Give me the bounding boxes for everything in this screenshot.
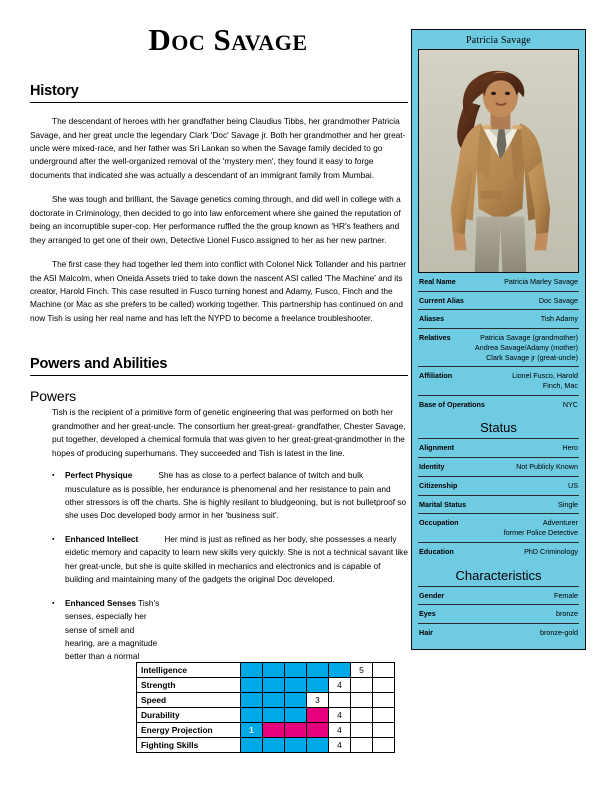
infobox-row-affiliation bbox=[418, 366, 579, 394]
stat-cell bbox=[285, 723, 307, 738]
infobox-section-heading-characteristics: Characteristics bbox=[455, 567, 542, 583]
infobox-status-rows bbox=[418, 438, 579, 560]
infobox-row-base-of-operations bbox=[418, 395, 579, 414]
stat-cell bbox=[263, 708, 285, 723]
stat-cell bbox=[351, 678, 373, 693]
stat-table-row bbox=[137, 663, 395, 678]
stat-table-row bbox=[137, 678, 395, 693]
stat-cell bbox=[329, 663, 351, 678]
power-bullet-enhanced-senses-block bbox=[30, 597, 408, 664]
power-term: Enhanced Intellect bbox=[65, 533, 139, 544]
stat-cell bbox=[263, 723, 285, 738]
stat-cell bbox=[373, 663, 395, 678]
power-description: Her mind is just as refined as her body, she possesses a nearly eidetic memory and capacity to learn new skills very quickly. She is not a technical savant like her great-uncle, but she is quite skilled in mechanics and electronics and is capable of building and maintaining many of the gadgets the original Doc developed. bbox=[65, 533, 408, 585]
infobox-value-line: bronze-gold bbox=[540, 627, 578, 637]
infobox-value bbox=[539, 296, 578, 306]
stat-cell bbox=[241, 678, 263, 693]
stat-label: Durability bbox=[137, 708, 241, 723]
infobox-key: Aliases bbox=[419, 314, 445, 324]
infobox-value bbox=[475, 333, 578, 362]
stat-label: Energy Projection bbox=[137, 723, 241, 738]
infobox-value bbox=[516, 462, 578, 472]
infobox-key: Real Name bbox=[419, 277, 456, 286]
stat-cell bbox=[263, 678, 285, 693]
infobox-status-row-alignment bbox=[418, 438, 579, 457]
subsection-heading-powers: Powers bbox=[30, 388, 77, 405]
stat-cell bbox=[373, 723, 395, 738]
infobox-value: Patricia Marley Savage bbox=[504, 277, 578, 286]
infobox-key: Relatives bbox=[419, 333, 451, 343]
infobox-key: Marital Status bbox=[419, 499, 467, 509]
infobox-value-line: Female bbox=[554, 590, 578, 600]
bullet-dot-icon: ▪ bbox=[52, 599, 55, 607]
infobox-value-line: Hero bbox=[562, 443, 578, 453]
infobox-key: Affiliation bbox=[419, 371, 453, 381]
infobox-section-heading-status: Status bbox=[480, 420, 517, 436]
stat-cell bbox=[285, 663, 307, 678]
infobox-key: Eyes bbox=[419, 609, 436, 619]
power-description: Tish's senses, especially her sense of smell and hearing, are a magnitude better than a normal bbox=[65, 597, 160, 662]
stat-cell bbox=[241, 663, 263, 678]
stat-cell bbox=[285, 693, 307, 708]
stat-cell: 4 bbox=[329, 708, 351, 723]
stat-cell: 4 bbox=[329, 738, 351, 753]
infobox-characteristics-rows bbox=[418, 586, 579, 642]
infobox-row-current-alias bbox=[418, 291, 579, 310]
stat-cell bbox=[373, 738, 395, 753]
infobox-value bbox=[556, 609, 578, 619]
infobox-value bbox=[541, 314, 578, 324]
infobox-value-line: Lionel Fusco, Harold bbox=[512, 371, 578, 381]
stat-cell bbox=[307, 678, 329, 693]
infobox-value bbox=[558, 500, 578, 510]
powers-intro-text: Tish is the recipient of a primitive form of genetic engineering that was performed on both her grandmother and her great-uncle. The consortium her great-great- grandfather, Chester Savage, put together, developed a chemical formula that was given to her great-great-grandmother in the hopes of producing superhumans. They succeeded and Tish is latest in the line. bbox=[52, 407, 406, 458]
history-paragraph-1: The descendant of heroes with her grandfather being Claudius Tibbs, her grandmother Patricia Savage, and her great uncle the legendary Clark 'Doc' Savage jr. Both her grandmother and her great-uncle were mixed-race, and her father was Sri Lankan so when the Savage family decided to go underground after the well-organized removal of the 'mystery men', they found it easy to forge documents that indicated she was actually a descendant of an immigrant family from Mumbai. bbox=[30, 116, 406, 180]
infobox-key: Identity bbox=[419, 462, 445, 472]
infobox-value bbox=[504, 518, 578, 537]
power-term: Perfect Physique bbox=[65, 470, 133, 481]
infobox-value-line: PhD Criminology bbox=[524, 546, 578, 556]
bullet-dot-icon: ▪ bbox=[52, 535, 55, 543]
infobox-primary-rows bbox=[418, 291, 579, 414]
infobox-value-line: US bbox=[568, 480, 578, 490]
stat-cell: 4 bbox=[329, 678, 351, 693]
infobox-value bbox=[512, 371, 578, 390]
infobox-key: Hair bbox=[419, 627, 433, 637]
stat-cell bbox=[263, 693, 285, 708]
stat-table-body bbox=[137, 663, 395, 753]
infobox-value-line: Andrea Savage/Adamy (mother) bbox=[474, 342, 578, 352]
infobox-row-relatives bbox=[418, 328, 579, 366]
stat-cell bbox=[373, 678, 395, 693]
stat-cell bbox=[241, 693, 263, 708]
stat-cell: 5 bbox=[351, 663, 373, 678]
infobox-value bbox=[524, 547, 578, 557]
infobox-characteristic-row-eyes bbox=[418, 604, 579, 623]
infobox-key: Current Alias bbox=[419, 295, 464, 305]
stat-cell: 3 bbox=[307, 693, 329, 708]
stat-label: Intelligence bbox=[137, 663, 241, 678]
stat-cell bbox=[307, 723, 329, 738]
infobox-key: Education bbox=[419, 546, 454, 556]
infobox-status-row-citizenship bbox=[418, 476, 579, 495]
stat-cell bbox=[285, 738, 307, 753]
infobox-status-row-marital-status bbox=[418, 495, 579, 514]
stat-rating-table bbox=[136, 662, 395, 753]
portrait-illustration-icon bbox=[419, 50, 578, 272]
infobox-value bbox=[562, 443, 578, 453]
stat-cell bbox=[307, 738, 329, 753]
stat-cell: 4 bbox=[329, 723, 351, 738]
stat-table-row bbox=[137, 738, 395, 753]
stat-label: Fighting Skills bbox=[137, 738, 241, 753]
power-bullet-enhanced-senses bbox=[30, 597, 164, 664]
stat-cell bbox=[351, 708, 373, 723]
infobox-value bbox=[554, 591, 578, 601]
infobox-characteristic-row-gender bbox=[418, 586, 579, 605]
infobox-title: Patricia Savage bbox=[466, 35, 531, 46]
infobox-value bbox=[568, 481, 578, 491]
infobox-value-line: Single bbox=[558, 499, 578, 509]
stat-cell bbox=[241, 738, 263, 753]
infobox-value-line: former Police Detective bbox=[503, 528, 578, 538]
infobox-value-line: Doc Savage bbox=[538, 295, 578, 305]
infobox-key: Occupation bbox=[419, 518, 459, 528]
history-paragraph-3: The first case they had together led them into conflict with Colonel Nick Tollander and his partner the ASI Malcolm, when Oneida Assets tried to take down the nascent ASI called 'The Machine' and its creator, Harold Finch. This case resulted in Fusco turning honest and Adamy, Fusco, Finch and the Machine (or Mac as she prefers to be called) working together. This partnership has continued on and now Tish is using her real name and has left the NYPD to become a freelance troubleshooter. bbox=[30, 259, 407, 323]
power-term: Enhanced Senses bbox=[65, 597, 137, 608]
stat-cell bbox=[285, 708, 307, 723]
character-infobox bbox=[411, 29, 586, 650]
infobox-value-line: NYC bbox=[562, 399, 578, 409]
stat-table-row bbox=[137, 708, 395, 723]
stat-cell bbox=[351, 693, 373, 708]
infobox-row-aliases bbox=[418, 309, 579, 328]
stat-label: Strength bbox=[137, 678, 241, 693]
page-title: Doc Savage bbox=[148, 22, 308, 57]
infobox-value-line: Not Publicly Known bbox=[516, 462, 578, 472]
stat-label: Speed bbox=[137, 693, 241, 708]
infobox-key: Base of Operations bbox=[419, 399, 485, 409]
stat-cell bbox=[263, 738, 285, 753]
power-bullet-perfect-physique bbox=[30, 469, 408, 523]
infobox-value-line: Adventurer bbox=[542, 518, 578, 528]
main-content-column bbox=[30, 22, 408, 664]
infobox-value-line: bronze bbox=[556, 609, 578, 619]
stat-cell bbox=[351, 738, 373, 753]
infobox-status-row-occupation bbox=[418, 513, 579, 541]
infobox-value bbox=[540, 628, 578, 638]
stat-table-row bbox=[137, 693, 395, 708]
section-heading-history: History bbox=[30, 82, 408, 103]
infobox-key: Alignment bbox=[419, 443, 455, 453]
stat-cell bbox=[351, 723, 373, 738]
section-heading-powers-and-abilities: Powers and Abilities bbox=[30, 355, 408, 376]
stat-cell bbox=[373, 693, 395, 708]
bullet-dot-icon: ▪ bbox=[52, 472, 55, 480]
infobox-characteristic-row-hair bbox=[418, 623, 579, 642]
infobox-value-line: Patricia Savage (grandmother) bbox=[480, 333, 578, 343]
stat-cell bbox=[307, 708, 329, 723]
infobox-value-line: Clark Savage jr (great-uncle) bbox=[486, 352, 578, 362]
stat-cell bbox=[285, 678, 307, 693]
power-description: She has as close to a perfect balance of twitch and bulk musculature as is possible, her endurance is phenomenal and her resistance to pain and other stressors is off the charts. She is highly resilant to bludgeoning, but is not bulletproof so she uses Doc developed body armor in her 'business suit'. bbox=[65, 470, 407, 521]
infobox-status-row-education bbox=[418, 542, 579, 561]
stat-cell bbox=[373, 708, 395, 723]
infobox-key: Gender bbox=[419, 590, 445, 600]
infobox-status-row-identity bbox=[418, 457, 579, 476]
stat-cell: 1 bbox=[241, 723, 263, 738]
stat-cell bbox=[263, 663, 285, 678]
infobox-value-line: Finch, Mac bbox=[542, 381, 578, 391]
infobox-row-real-name bbox=[418, 273, 579, 291]
infobox-value bbox=[563, 400, 578, 410]
stat-cell bbox=[329, 693, 351, 708]
stat-table-row bbox=[137, 723, 395, 738]
history-paragraph-2: She was tough and brilliant, the Savage genetics coming through, and did well in college with a doctorate in Criminology, then decided to go into law enforcement where she gained the reputation of being an incorruptible super-cop. Her performance ruffled the the group known as 'HR's feathers and they arranged to get one of their own, Detective Lionel Fusco assigned to her as her new partner. bbox=[30, 194, 401, 245]
character-portrait bbox=[418, 49, 579, 273]
power-bullet-enhanced-intellect bbox=[30, 533, 408, 587]
stat-cell bbox=[241, 708, 263, 723]
stat-cell bbox=[307, 663, 329, 678]
infobox-key: Citizenship bbox=[419, 480, 458, 490]
infobox-value-line: Tish Adamy bbox=[540, 314, 578, 324]
